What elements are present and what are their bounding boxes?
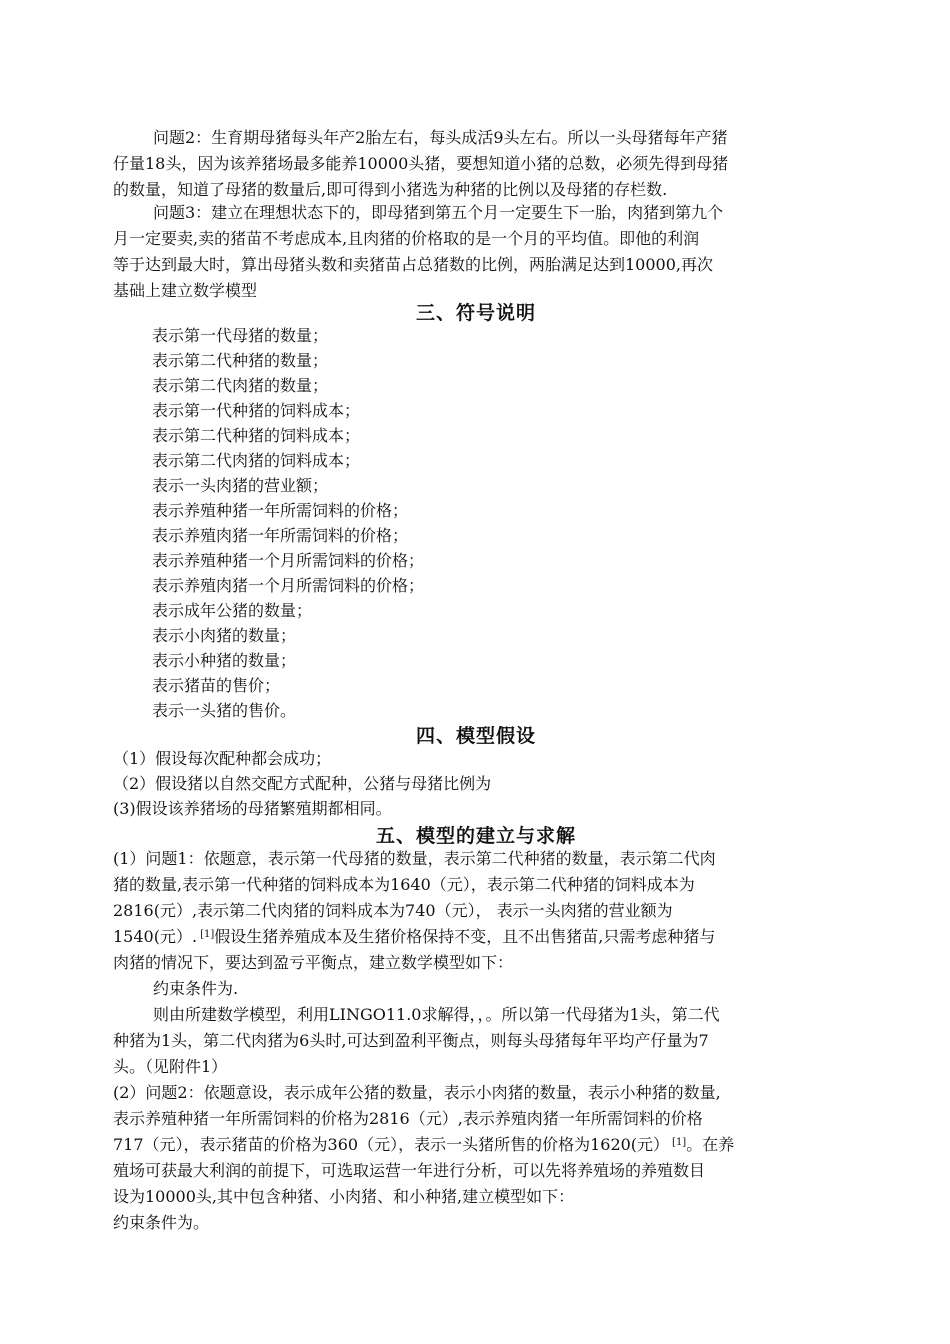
symbol-item: 表示第二代种猪的数量； [152, 351, 329, 370]
text-line: 头。（见附件1） [113, 1057, 228, 1076]
text-line: 月一定要卖,卖的猪苗不考虑成本,且肉猪的价格取的是一个月的平均值。即他的利润 [113, 229, 700, 248]
text-line: 种猪为1头，第二代肉猪为6头时,可达到盈利平衡点，则每头母猪每年平均产仔量为7 [113, 1031, 709, 1050]
symbol-item: 表示一头猪的售价。 [152, 701, 297, 720]
text-line: 问题3：建立在理想状态下的，即母猪到第五个月一定要生下一胎，肉猪到第九个 [153, 203, 724, 222]
text-fragment: 717（元），表示猪苗的价格为360（元），表示一头猪所售的价格为1620(元） [113, 1135, 670, 1154]
symbol-item: 表示养殖肉猪一年所需饲料的价格； [152, 526, 409, 545]
symbol-list [152, 323, 424, 723]
text-fragment: 假设生猪养殖成本及生猪价格保持不变，且不出售猪苗,只需考虑种猪与 [214, 927, 716, 946]
assumption-item: （2）假设猪以自然交配方式配种，公猪与母猪比例为 [113, 774, 492, 793]
text-line: 基础上建立数学模型 [113, 281, 258, 300]
symbol-item: 表示第二代肉猪的数量； [152, 376, 329, 395]
citation-ref[interactable]: [1] [200, 929, 215, 940]
text-line: 肉猪的情况下，要达到盈亏平衡点，建立数学模型如下： [113, 953, 514, 972]
symbol-item: 表示养殖种猪一年所需饲料的价格； [152, 501, 409, 520]
text-line [113, 1132, 843, 1158]
citation-ref[interactable]: [1] [672, 1137, 687, 1148]
symbol-item: 表示猪苗的售价； [152, 676, 281, 695]
text-line: 等于达到最大时，算出母猪头数和卖猪苗占总猪数的比例，两胎满足达到10000,再次 [113, 255, 713, 274]
symbol-item: 表示成年公猪的数量； [152, 601, 313, 620]
text-line: 的数量，知道了母猪的数量后,即可得到小猪选为种猪的比例以及母猪的存栏数. [113, 180, 668, 199]
text-line: (1）问题1：依题意，表示第一代母猪的数量，表示第二代种猪的数量，表示第二代肉 [113, 849, 716, 868]
section-heading-model: 五、模型的建立与求解 [375, 825, 576, 847]
symbol-item: 表示小肉猪的数量； [152, 626, 297, 645]
assumption-item: (3)假设该养猪场的母猪繁殖期都相同。 [113, 799, 392, 818]
assumption-item: （1）假设每次配种都会成功； [113, 749, 332, 768]
text-fragment: 。在养 [686, 1135, 735, 1154]
problem3-paragraph [113, 200, 843, 304]
model-part1 [113, 846, 843, 1080]
symbol-item: 表示第二代肉猪的饲料成本； [152, 451, 361, 470]
constraint-line: 约束条件为。 [113, 1213, 210, 1232]
text-line [113, 924, 843, 950]
text-line: 2816(元）,表示第二代肉猪的饲料成本为740（元）， 表示一头肉猪的营业额为 [113, 901, 673, 920]
text-line: 仔量18头，因为该养猪场最多能养10000头猪，要想知道小猪的总数，必须先得到母猪 [113, 154, 729, 173]
assumption-list [113, 746, 491, 821]
symbol-item: 表示第一代母猪的数量； [152, 326, 329, 345]
constraint-line: 约束条件为. [153, 979, 239, 998]
text-line: 表示养殖种猪一年所需饲料的价格为2816（元）,表示养殖肉猪一年所需饲料的价格 [113, 1109, 703, 1128]
symbol-item: 表示第二代种猪的饲料成本； [152, 426, 361, 445]
model-part2 [113, 1080, 843, 1236]
text-line: 殖场可获最大利润的前提下，可选取运营一年进行分析，可以先将养殖场的养殖数目 [113, 1161, 706, 1180]
section-heading-symbols: 三、符号说明 [415, 302, 536, 324]
symbol-item: 表示第一代种猪的饲料成本； [152, 401, 361, 420]
text-line: 问题2：生育期母猪每头年产2胎左右，每头成活9头左右。所以一头母猪每年产猪 [153, 128, 728, 147]
text-line: 猪的数量,表示第一代种猪的饲料成本为1640（元），表示第二代种猪的饲料成本为 [113, 875, 695, 894]
section-heading-assumptions: 四、模型假设 [415, 725, 536, 747]
symbol-item: 表示养殖种猪一个月所需饲料的价格； [152, 551, 425, 570]
text-line: 则由所建数学模型，利用LINGO11.0求解得，，。所以第一代母猪为1头，第二代 [153, 1005, 720, 1024]
symbol-item: 表示一头肉猪的营业额； [152, 476, 329, 495]
problem2-paragraph [113, 125, 843, 203]
symbol-item: 表示小种猪的数量； [152, 651, 297, 670]
text-line: 设为10000头,其中包含种猪、小肉猪、和小种猪,建立模型如下： [113, 1187, 575, 1206]
symbol-item: 表示养殖肉猪一个月所需饲料的价格； [152, 576, 425, 595]
text-line: (2）问题2：依题意设，表示成年公猪的数量，表示小肉猪的数量，表示小种猪的数量, [113, 1083, 721, 1102]
text-fragment: 1540(元）. [113, 927, 198, 946]
